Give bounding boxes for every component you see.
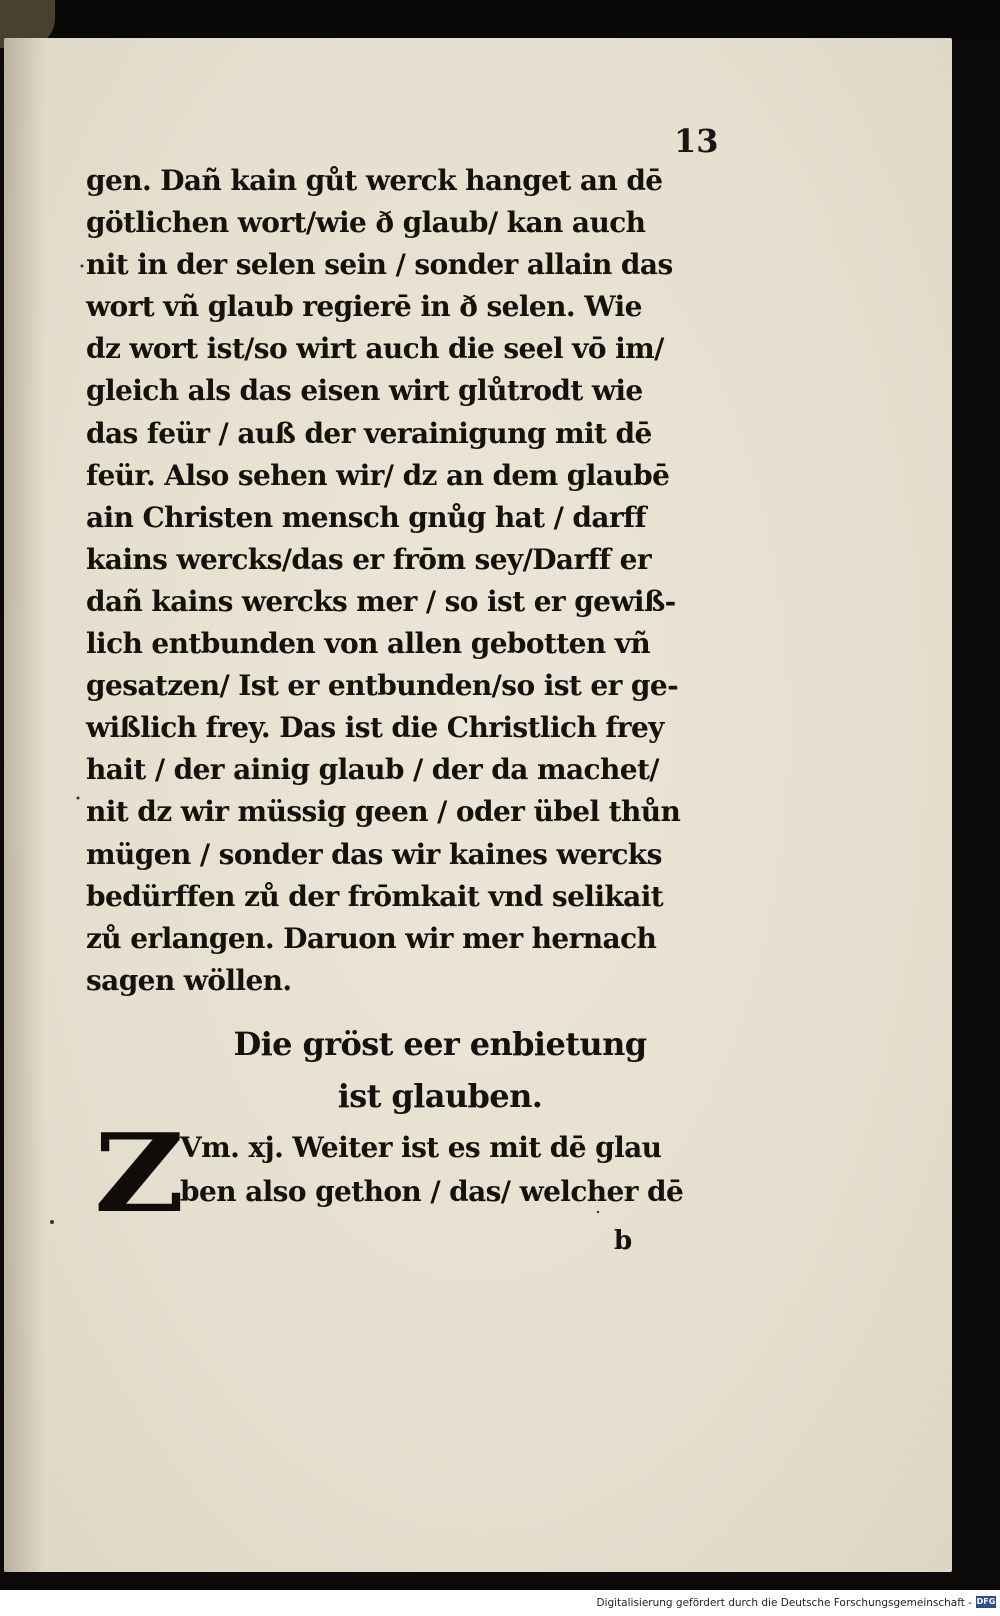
decorated-initial: Z	[94, 1111, 185, 1237]
text-line: gesatzen/ Ist er entbunden/so ist er ge-	[86, 669, 679, 703]
text-line: bedürffen zů der frōmkait vnd selikait	[86, 879, 664, 913]
text-line: hait / der ainig glaub / der da machet/	[86, 753, 659, 787]
funding-credit: Digitalisierung gefördert durch die Deutsche Forschungsgemeinschaft -	[596, 1597, 972, 1609]
heading-line: ist glauben.	[337, 1077, 543, 1115]
text-line: wort vñ glaub regierē in ð selen. Wie	[86, 290, 642, 324]
text-line: dañ kains wercks mer / so ist er gewiß-	[86, 584, 676, 618]
heading-line: Die gröst eer enbietung	[233, 1025, 647, 1063]
text-line: Vm. xj. Weiter ist es mit dē glau	[180, 1131, 662, 1164]
text-line: zů erlangen. Daruon wir mer hernach	[86, 921, 657, 955]
text-line: götlichen wort/wie ð glaub/ kan auch	[86, 206, 646, 240]
text-line: gen. Dañ kain gůt werck hanget an dē	[86, 164, 663, 197]
text-line: nit in der selen sein / sonder allain das	[86, 248, 673, 282]
speck	[77, 797, 80, 800]
text-line: gleich als das eisen wirt glůtrodt wie	[86, 374, 643, 408]
dfg-logo: DFG	[976, 1597, 996, 1606]
speck	[81, 265, 84, 268]
speck	[50, 1220, 54, 1224]
signature-mark: b	[614, 1226, 633, 1256]
text-line: mügen / sonder das wir kaines wercks	[86, 837, 662, 871]
text-line: das feür / auß der verainigung mit dē	[86, 416, 652, 450]
text-line: wißlich frey. Das ist die Christlich frey	[86, 711, 664, 745]
text-line: feür. Also sehen wir/ dz an dem glaubē	[86, 458, 670, 492]
text-line: kains wercks/das er frōm sey/Darff er	[86, 542, 652, 576]
text-line: lich entbunden von allen gebotten vñ	[86, 627, 651, 661]
text-line: sagen wöllen.	[86, 963, 292, 997]
text-line: nit dz wir müssig geen / oder übel thůn	[86, 795, 681, 829]
text-line: ain Christen mensch gnůg hat / darff	[86, 500, 646, 534]
text-line: ben also gethon / das/ welcher dē	[180, 1175, 684, 1208]
speck	[597, 1211, 599, 1213]
text-line: dz wort ist/so wirt auch die seel vō im/	[86, 332, 664, 366]
page-number: 13	[674, 122, 719, 160]
